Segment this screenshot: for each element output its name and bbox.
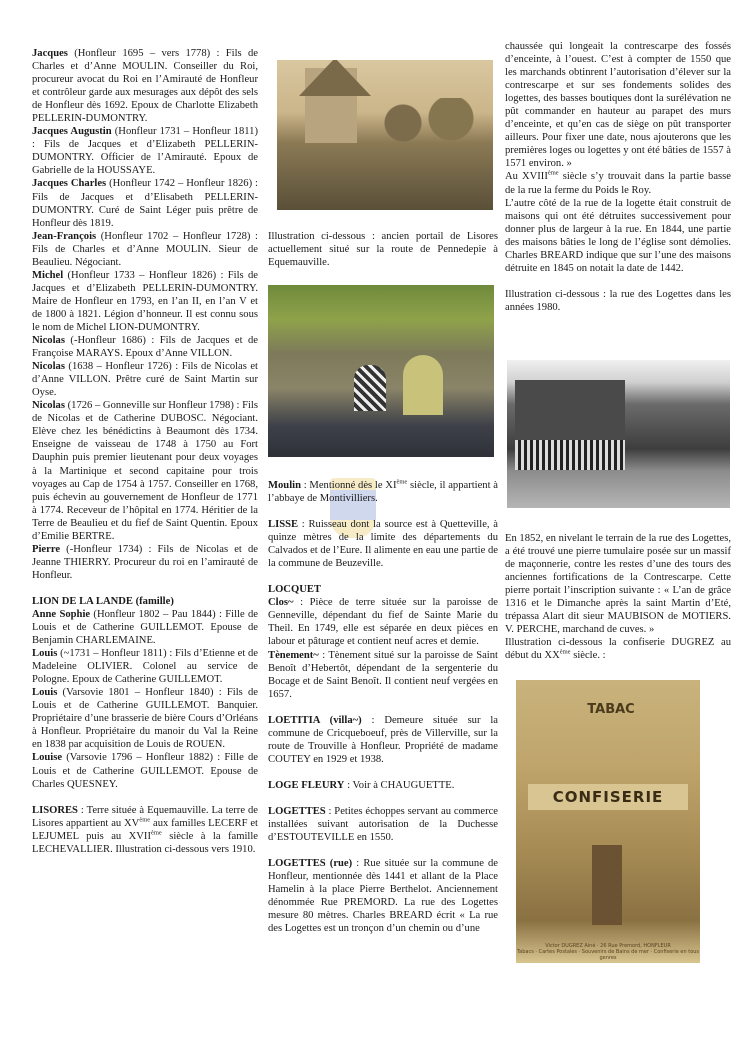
tabac-sign: TABAC bbox=[587, 702, 635, 717]
caption-portail: Illustration ci-dessous : ancien portail de Lisores actuellement situé sur la route de Pennedepie à Equemauville. bbox=[268, 231, 498, 269]
entry-lisse: LISSE : Ruisseau dont la source est à Quetteville, à quinze mètres de la limite des départements du Calvados et de l’Eure. Il alimente en eau une partie de la commune de Beuzeville. bbox=[268, 519, 498, 570]
entry-tenement: Tènement~ : Tènement situé sur la paroisse de Saint Benoît d’Hebertôt, dépendant de la sergenterie du Bocage et de Saint Benoît. Il contient neuf vergées en 1657. bbox=[268, 649, 498, 700]
column-middle bbox=[268, 230, 498, 269]
entry-anne-sophie: Anne Sophie (Honfleur 1802 – Pau 1844) : Fille de Louis et de Catherine GUILLEMOT. Epouse de Benjamin CHARLEMAINE. bbox=[32, 608, 258, 647]
column-right-lower bbox=[505, 532, 731, 662]
entry-jacques: Jacques (Honfleur 1695 – vers 1778) : Fils de Charles et d’Anne MOULIN. Conseiller du Roi, procureur avocat du Roi en l’Amirauté de Honfleur et contrôleur garde aux mesurages aux dépôt des sels de Honfleur dès 1692. Epoux de Charlotte Elizabeth PELLERIN-DUMONTRY. bbox=[32, 48, 258, 125]
entry-jacques-augustin: Jacques Augustin (Honfleur 1731 – Honfleur 1811) : Fils de Jacques et d’Elizabeth PELLERIN-DUMONTRY. Officier de l’Amirauté. Epoux de Gabrielle de la HOUSSAYE. bbox=[32, 126, 259, 177]
para-xviii: Au XVIIIème siècle s’y trouvait dans la partie basse de la rue la ferme du Poids le Roy. bbox=[505, 169, 731, 196]
para-1852: En 1852, en nivelant le terrain de la rue des Logettes, a été trouvé une pierre tumulaire posée sur un massif de maçonnerie, contre les restes d’une des tours des anciennes fortifications de la Contrescarpe. Cette pierre portait l’inscription suivante : « L’an de grâce 1316 et le Dimanche après la saint Martin d’Eté, trépassa Alart dit sieur MAUBISON de MOTIERS. V. PERCHE, marchand de cuves. » bbox=[505, 533, 731, 636]
heading-locquet: LOCQUET bbox=[268, 584, 321, 596]
entry-logettes: LOGETTES : Petites échoppes servant au commerce installées suivant autorisation de la Duchesse d’ESTOUTEVILLE en 1550. bbox=[268, 805, 498, 844]
entry-logettes-rue: LOGETTES (rue) : Rue située sur la commune de Honfleur, mentionnée dès 1441 et allant de la Place Hamelin à la place Pierre Berthelot. Anciennement dénommée Rue PREMORD. La rue des Logettes mesure 80 mètres. Charles BREARD écrit « La rue des Logettes est un tronçon d’un chemin ou d’une bbox=[268, 858, 499, 935]
entry-jean-francois: Jean-François (Honfleur 1702 – Honfleur 1728) : Fils de Charles et d’Anne MOULIN. Sieur de Beaulieu. Négociant. bbox=[32, 230, 258, 268]
entry-loge-fleury: LOGE FLEURY : Voir à CHAUGUETTE. bbox=[268, 779, 455, 791]
entry-jacques-charles: Jacques Charles (Honfleur 1742 – Honfleur 1826) : Fils de Jacques et d’Elisabeth PELLERIN-DUMONTRY. Curé de Saint Léger puis prêtre de Honfleur dès 1819. bbox=[32, 178, 258, 229]
photo-confiserie-dugrez bbox=[516, 680, 700, 963]
entry-moulin: Moulin : Mentionné dès le XIème siècle, il appartient à l’abbaye de Montivilliers. bbox=[268, 478, 498, 505]
entry-louise: Louise (Varsovie 1796 – Honfleur 1882) : Fille de Louis et de Catherine GUILLEMOT. Epouse de Charles QUESNEY. bbox=[32, 752, 258, 790]
photo-rue-logettes-1980 bbox=[507, 360, 730, 508]
entry-nicolas-1: Nicolas (-Honfleur 1686) : Fils de Jacques et de Françoise MARAYS. Epoux d’Anne VILLON. bbox=[32, 335, 258, 360]
confiserie-sign: CONFISERIE bbox=[528, 784, 688, 810]
para-autre-cote: L’autre côté de la rue de la logette était construit de maisons qui ont été détruites successivement pour donner plus de largeur à la rue. En 1844, une partie des maisons bâties le long de l’église sont démolies. Charles BREARD indique que sur l’une des maisons détruite en 1845 on notait la date de 1442. bbox=[505, 197, 731, 274]
caption-rue-logettes: Illustration ci-dessous : la rue des Logettes dans les années 1980. bbox=[505, 288, 731, 313]
entry-clos: Clos~ : Pièce de terre située sur la paroisse de Genneville, dépendant du fief de Sainte Marie du Theil. En 1749, elle est séparée en deux pièces en labour et pâturage et contient neuf acres et demie. bbox=[268, 597, 498, 648]
entry-michel: Michel (Honfleur 1733 – Honfleur 1826) : Fils de Jacques et d’Elizabeth PELLERIN-DUMONTRY. Maire de Honfleur en 1793, en l’an II, en l’an V et de 1800 à 1821. Légion d’honneur. Il est connu sous le nom de Michel LION-DUMONTRY. bbox=[32, 269, 258, 333]
entry-nicolas-2: Nicolas (1638 – Honfleur 1726) : Fils de Nicolas et d’Anne VILLON. Prêtre curé de Saint Martin sur Oyse. bbox=[32, 361, 258, 399]
entry-louis-2: Louis (Varsovie 1801 – Honfleur 1840) : Fils de Louis et de Catherine GUILLEMOT. Banquier. Propriétaire d’une brasserie de bière Cours d’Orléans à Honfleur. Propriétaire du manoir du Val la Reine en 1838 par acquisition de Louis de ROUEN. bbox=[32, 687, 258, 751]
entry-nicolas-3: Nicolas (1726 – Gonneville sur Honfleur 1798) : Fils de Nicolas et de Catherine DUBOSC. Négociant. Elève chez les bénédictins à Beaumont dès 1734. Enseigne de vaisseau de 1748 à 1750 au Fort Dauphin puis premier lieutenant pour deux voyages à la Martinique et second capitaine pour trois voyages au Cap de 1754 à 1757. Conseiller en 1768, puis échevin au gouvernement de Honfleur de 1771 à 1774. Receveur de l’hôpital en 1774. Héritier de la Terre de Beaulieu et du fief de Saint Quentin. Epoux d’Emilie BERTRE. bbox=[32, 400, 258, 542]
entry-pierre: Pierre (-Honfleur 1734) : Fils de Nicolas et de Jeanne THIERRY. Procureur du roi en l’amirauté de Honfleur. bbox=[32, 543, 258, 581]
family-heading: LION DE LA LANDE (famille) bbox=[32, 595, 174, 607]
entry-lisores: LISORES : Terre située à Equemauville. La terre de Lisores appartient au XVème aux familles LECERF et LEJUMEL puis au XVIIème siècle à la famille LECHEVALLIER. Illustration ci-dessous vers 1910. bbox=[32, 804, 258, 855]
caption-confiserie: Illustration ci-dessous la confiserie DUGREZ au début du XXème siècle. : bbox=[505, 637, 731, 662]
photo-lisores-1910 bbox=[277, 60, 493, 210]
entry-loetitia: LOETITIA (villa~) : Demeure située sur la commune de Cricqueboeuf, près de Villerville, sur la route de Trouville à Honfleur. Propriété de madame COUTEY en 1929 et 1938. bbox=[268, 714, 499, 765]
column-middle-lower bbox=[268, 479, 498, 935]
postcard-caption: Victor DUGREZ Ainé · 26 Rue Premord, HONFLEUR Tabacs · Cartes Postales · Souvenirs de Bains de mer · Confiserie en tous genres bbox=[516, 943, 700, 961]
para-chaussee: chaussée qui longeait la contrescarpe des fossés d’enceinte, à l’ouest. C’est à compter de 1550 que les marchands obtinrent l’autorisation d’élever sur la contrescarpe et sur ses fondements solides des logettes, des basses boutiques dont la surélévation ne pût commander en hauteur au parapet des murs d’enceinte, et qu’en cas de siège on pût transporter ailleurs. Pour fixer une date, nous ajouterons que les premières loges ou logettes y ont été bâties de 1557 à 1571 environ. » bbox=[505, 41, 731, 170]
photo-portail-lisores bbox=[268, 285, 494, 457]
column-right bbox=[505, 40, 731, 314]
entry-louis-1: Louis (~1731 – Honfleur 1811) : Fils d’Etienne et de Madeleine OLIVIER. Colonel au service de Pologne. Epoux de Catherine GUILLEMOT. bbox=[32, 648, 258, 686]
column-left bbox=[32, 47, 258, 856]
